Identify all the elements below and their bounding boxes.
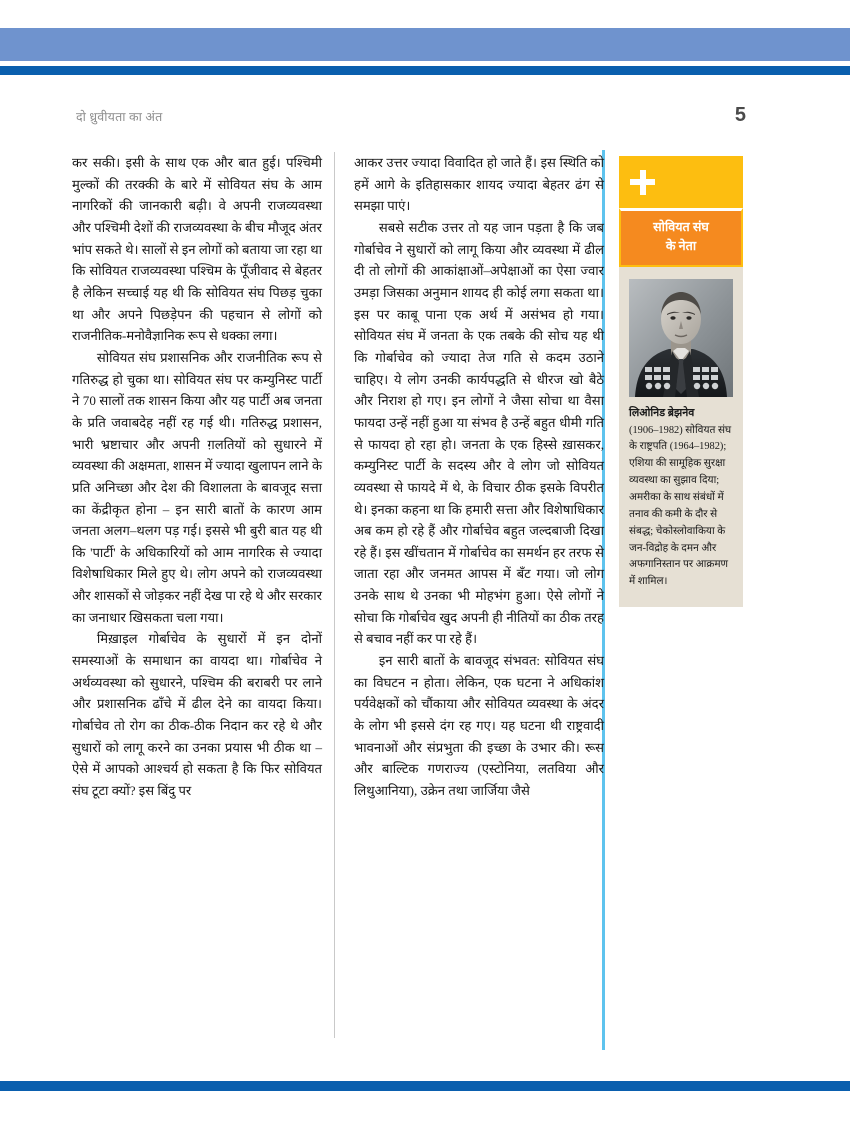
sidebar-caption-body: (1906–1982) सोवियत संघ के राष्ट्रपति (1964–1982); एशिया की सामूहिक सुरक्षा व्यवस्था का सुझाव दिया; अमरीका के साथ संबंधों में तनाव की कमी के दौर से संबद्ध; चेकोस्लोवाकिया के जन-विद्रोह के दमन और अफगानिस्तान पर आक्रमण में शामिल। xyxy=(629,424,732,588)
page-number: 5 xyxy=(734,104,746,126)
paragraph: कर सकी। इसी के साथ एक और बात हुई। पश्चिमी मुल्कों की तरक्की के बारे में सोवियत संघ के आम नागरिकों की जानकारी बढ़ी। वे अपनी राजव्यवस्था और पश्चिमी देशों की राजव्यवस्था के बीच मौजूद अंतर भांप सकते थे। सालों से इन लोगों को बताया जा रहा था कि सोवियत राजव्यवस्था पश्चिम के पूँजीवाद से बेहतर है लेकिन सच्चाई यह थी कि सोवियत संघ पिछड़ चुका था और अपने पिछड़ेपन की पहचान से लोगों को राजनीतिक-मनोवैज्ञानिक रूप से धक्का लगा। xyxy=(72,155,322,344)
sidebar-title-line2: के नेता xyxy=(665,238,697,253)
sidebar-title-line1: सोवियत संघ xyxy=(653,220,709,234)
sidebar-caption-name: लिओनिड ब्रेझनेव xyxy=(629,406,695,419)
body-column-left xyxy=(72,152,322,802)
header-decorative-band xyxy=(0,28,850,61)
sidebar-panel xyxy=(619,156,743,607)
paragraph: आकर उत्तर ज्यादा विवादित हो जाते हैं। इस स्थिति को हमें आगे के इतिहासकार शायद ज्यादा बेहतर ढंग से समझा पाएं। xyxy=(354,155,604,214)
sidebar-caption xyxy=(619,403,743,607)
sidebar-title xyxy=(619,208,743,267)
body-column-right xyxy=(354,152,604,802)
leonid-brezhnev-portrait xyxy=(629,279,733,397)
plus-cross-icon xyxy=(630,170,655,195)
running-head: दो ध्रुवीयता का अंत xyxy=(76,110,163,124)
header-rule xyxy=(0,66,850,75)
paragraph: मिख़ाइल गोर्बाचेव के सुधारों में इन दोनों समस्याओं के समाधान का वायदा था। गोर्बाचेव ने अर्थव्यवस्था को सुधारने, पश्चिम की बराबरी पर लाने और प्रशासनिक ढाँचे में ढील देने का वायदा किया। गोर्बाचेव तो रोग का ठीक-ठीक निदान कर रहे थे और सुधारों को लागू करने का उनका प्रयास भी ठीक था – ऐसे में आपको आश्चर्य हो सकता है कि फिर सोवियत संघ टूटा क्यों? इस बिंदु पर xyxy=(72,631,322,799)
paragraph: सोवियत संघ प्रशासनिक और राजनीतिक रूप से गतिरुद्ध हो चुका था। सोवियत संघ पर कम्युनिस्ट पार्टी ने 70 सालों तक शासन किया और यह पार्टी अब जनता के प्रति जवाबदेह नहीं रह गई थी। गतिरुद्ध प्रशासन, भारी भ्रष्टाचार और अपनी ग़लतियों को सुधारने में व्यवस्था की अक्षमता, शासन में ज्यादा खुलापन लाने के प्रति अनिच्छा और देश की विशालता के बावजूद सत्ता का केंद्रीकृत होना – इन सारी बातों के कारण आम जनता अलग–थलग पड़ गई। इससे भी बुरी बात यह थी कि 'पार्टी' के अधिकारियों को आम नागरिक से ज्यादा विशेषाधिकार मिले हुए थे। लोग अपने को राजव्यवस्था और शासकों से जोड़कर नहीं देख पा रहे थे और सरकार का जनाधार खिसकता चला गया। xyxy=(72,349,322,625)
paragraph: सबसे सटीक उत्तर तो यह जान पड़ता है कि जब गोर्बाचेव ने सुधारों को लागू किया और व्यवस्था में ढील दी तो लोगों की आकांक्षाओं–अपेक्षाओं का ऐसा ज्वार उमड़ा जिसका अनुमान शायद ही कोई लगा सकता था। इस पर काबू पाना एक अर्थ में असंभव हो गया। सोवियत संघ में जनता के एक तबके की सोच यह थी कि गोर्बाचेव को ज्यादा तेज गति से कदम उठाने चाहिए। ये लोग उनकी कार्यपद्धति से धीरज खो बैठे और निराश हो गए। इन लोगों ने जैसा सोचा था वैसा फायदा उन्हें नहीं हुआ या संभव है उन्हें बहुत धीमी गति से फायदा हो रहा हो। जनता के एक हिस्से ख़ासकर, कम्युनिस्ट पार्टी के सदस्य और वे लोग जो सोवियत व्यवस्था से फायदे में थे, के विचार ठीक इसके विपरीत थे। इनका कहना था कि हमारी सत्ता और विशेषाधिकार अब कम हो रहे हैं और गोर्बाचेव बहुत जल्दबाजी दिखा रहे हैं। इस खींचतान में गोर्बाचेव का समर्थन हर तरफ से जाता रहा और जनमत आपस में बँट गया। जो लोग उनके साथ थे उनका भी मोहभंग हुआ। ऐसे लोगों ने सोचा कि गोर्बाचेव खुद अपनी ही नीतियों का ठीक तरह से बचाव नहीं कर पा रहे हैं। xyxy=(354,219,604,647)
paragraph: इन सारी बातों के बावजूद संभवत: सोवियत संघ का विघटन न होता। लेकिन, एक घटना ने अधिकांश पर्यवेक्षकों को चौंकाया और सोवियत व्यवस्था के अंदर के लोग भी इससे दंग रह गए। यह घटना थी राष्ट्रवादी भावनाओं और संप्रभुता की इच्छा के उभार की। रूस और बाल्टिक गणराज्य (एस्टोनिया, लतविया और लिथुआनिया), उक्रेन तथा जार्जिया जैसे xyxy=(354,653,604,799)
sidebar-badge xyxy=(619,156,743,208)
footer-rule xyxy=(0,1081,850,1091)
sidebar-photo-wrapper xyxy=(619,267,743,403)
column-divider xyxy=(334,152,335,1038)
